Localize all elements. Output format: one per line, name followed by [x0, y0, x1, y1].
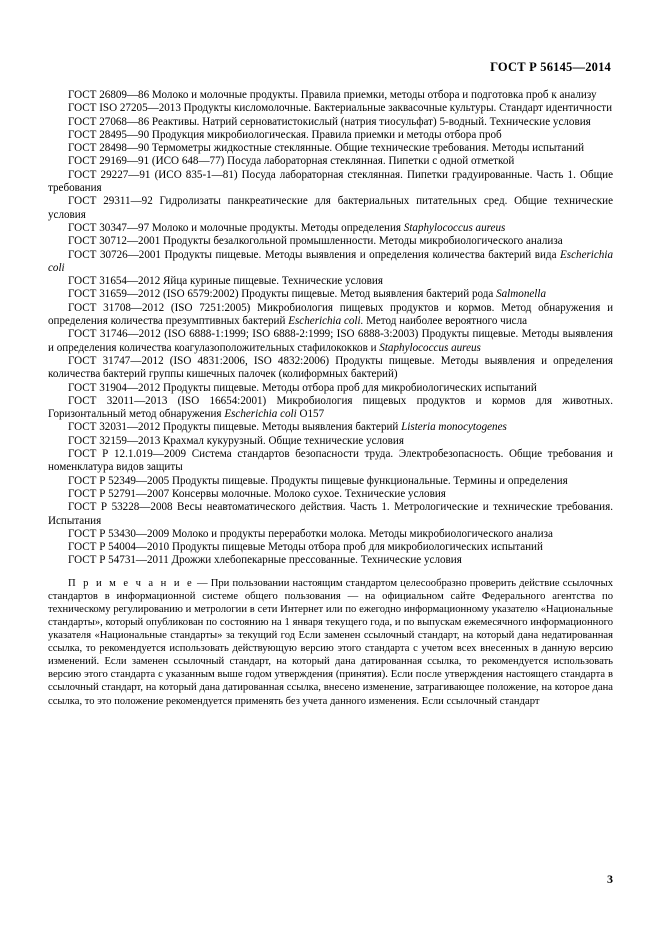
list-item: ГОСТ 30712—2001 Продукты безалкогольной промышленности. Методы микробиологического анализа — [68, 235, 563, 248]
list-item: ГОСТ 31747—2012 (ISO 4831:2006, ISO 4832:2006) Продукты пищевые. Методы выявления и определения количества бактерий группы кишечных палочек (колиформных бактерий) — [48, 354, 613, 381]
list-item: ГОСТ 31746—2012 (ISO 6888-1:1999; ISO 6888-2:1999; ISO 6888-3:2003) Продукты пищевые. Методы выявления и определения количества коагулазоположительных стафилококков и Staphylococcus aureus — [48, 328, 613, 354]
list-item: ГОСТ Р 53228—2008 Весы неавтоматического действия. Часть 1. Метрологические и технические требования. Испытания — [48, 501, 613, 527]
list-item: ГОСТ Р 54004—2010 Продукты пищевые Методы отбора проб для микробиологических испытаний — [68, 541, 543, 554]
list-item: ГОСТ Р 52349—2005 Продукты пищевые. Продукты пищевые функциональные. Термины и определения — [68, 474, 568, 487]
list-item: ГОСТ 26809—86 Молоко и молочные продукты. Правила приемки, методы отбора и подготовка проб к анализу — [68, 89, 597, 101]
note-label: П р и м е ч а н и е — [68, 577, 194, 589]
list-item: ГОСТ 28495—90 Продукция микробиологическая. Правила приемки и методы отбора проб — [68, 128, 502, 141]
list-item: ГОСТ 31708—2012 (ISO 7251:2005) Микробиология пищевых продуктов и кормов. Метод обнаружения и определения количества презумптивных бактерий Escherichia coli. Метод наиболее вероятного числа — [48, 301, 613, 328]
list-item: ГОСТ 32031—2012 Продукты пищевые. Методы выявления бактерий Listeria monocytogenes — [68, 421, 507, 434]
list-item: ГОСТ 32011—2013 (ISO 16654:2001) Микробиология пищевых продуктов и кормов для животных. Горизонтальный метод обнаружения Escherichia coli O157 — [48, 394, 613, 421]
list-item: ГОСТ 31654—2012 Яйца куриные пищевые. Технические условия — [68, 275, 383, 288]
list-item: ГОСТ Р 54731—2011 Дрожжи хлебопекарные прессованные. Технические условия — [68, 554, 462, 567]
list-item: ГОСТ 30726—2001 Продукты пищевые. Методы выявления и определения количества бактерий вида Escherichia coli — [48, 248, 613, 274]
list-item: ГОСТ 32159—2013 Крахмал кукурузный. Общие технические условия — [68, 434, 404, 447]
list-item: ГОСТ 31659—2012 (ISO 6579:2002) Продукты пищевые. Метод выявления бактерий рода Salmonella — [68, 288, 546, 301]
note-body: — При пользовании настоящим стандартом целесообразно проверить действие ссылочных стандартов в информационной системе общего пользования — на официальном сайте Федерального агентства по техническому регулированию и метрологии в сети Интернет или по ежегодно информационному указателю «Национальные стандарты», который опубликован по состоянию на 1 января текущего года, и по выпускам ежемесячного информационного указателя «Национальные стандарты» за текущий год Если заменен ссылочный стандарт, на который дана недатированная ссылка, то рекомендуется использовать действующую версию этого стандарта с учетом всех внесенных в данную версию изменений. Если заменен ссылочный стандарт, на который дана датированная ссылка, то рекомендуется использовать версию этого стандарта с указанным выше годом утверждения (принятия). Если после утверждения настоящего стандарта в ссылочный стандарт, на который дана датированная ссылка, внесено изменение, затрагивающее положение, на которое дана ссылка, то это положение рекомендуется применять без учета данного изменения. Если ссылочный стандарт — [48, 577, 613, 707]
note-paragraph — [48, 577, 613, 708]
list-item: ГОСТ 30347—97 Молоко и молочные продукты. Методы определения Staphylococcus aureus — [68, 221, 506, 234]
list-item: ГОСТ ISO 27205—2013 Продукты кисломолочные. Бактериальные заквасочные культуры. Стандарт идентичности — [68, 102, 613, 115]
list-item: ГОСТ 27068—86 Реактивы. Натрий серноватистокислый (натрия тиосульфат) 5-водный. Технические условия — [68, 115, 591, 128]
page-number: 3 — [607, 872, 613, 886]
list-item: ГОСТ 29227—91 (ИСО 835-1—81) Посуда лабораторная стеклянная. Пипетки градуированные. Часть 1. Общие требования — [48, 168, 613, 195]
list-item: ГОСТ 28498—90 Термометры жидкостные стеклянные. Общие технические требования. Методы испытаний — [68, 142, 585, 155]
list-item: ГОСТ Р 12.1.019—2009 Система стандартов безопасности труда. Электробезопасность. Общие требования и номенклатура видов защиты — [48, 448, 613, 474]
list-item: ГОСТ Р 53430—2009 Молоко и продукты переработки молока. Методы микробиологического анализа — [68, 527, 553, 540]
standards-list — [48, 89, 613, 568]
list-item: ГОСТ 29169—91 (ИСО 648—77) Посуда лабораторная стеклянная. Пипетки с одной отметкой — [68, 155, 515, 168]
list-item: ГОСТ 31904—2012 Продукты пищевые. Методы отбора проб для микробиологических испытаний — [68, 381, 537, 394]
page-header: ГОСТ Р 56145—2014 — [490, 60, 611, 74]
list-item: ГОСТ 29311—92 Гидролизаты панкреатические для бактериальных питательных сред. Общие технические условия — [48, 195, 613, 221]
list-item: ГОСТ Р 52791—2007 Консервы молочные. Молоко сухое. Технические условия — [68, 487, 446, 500]
